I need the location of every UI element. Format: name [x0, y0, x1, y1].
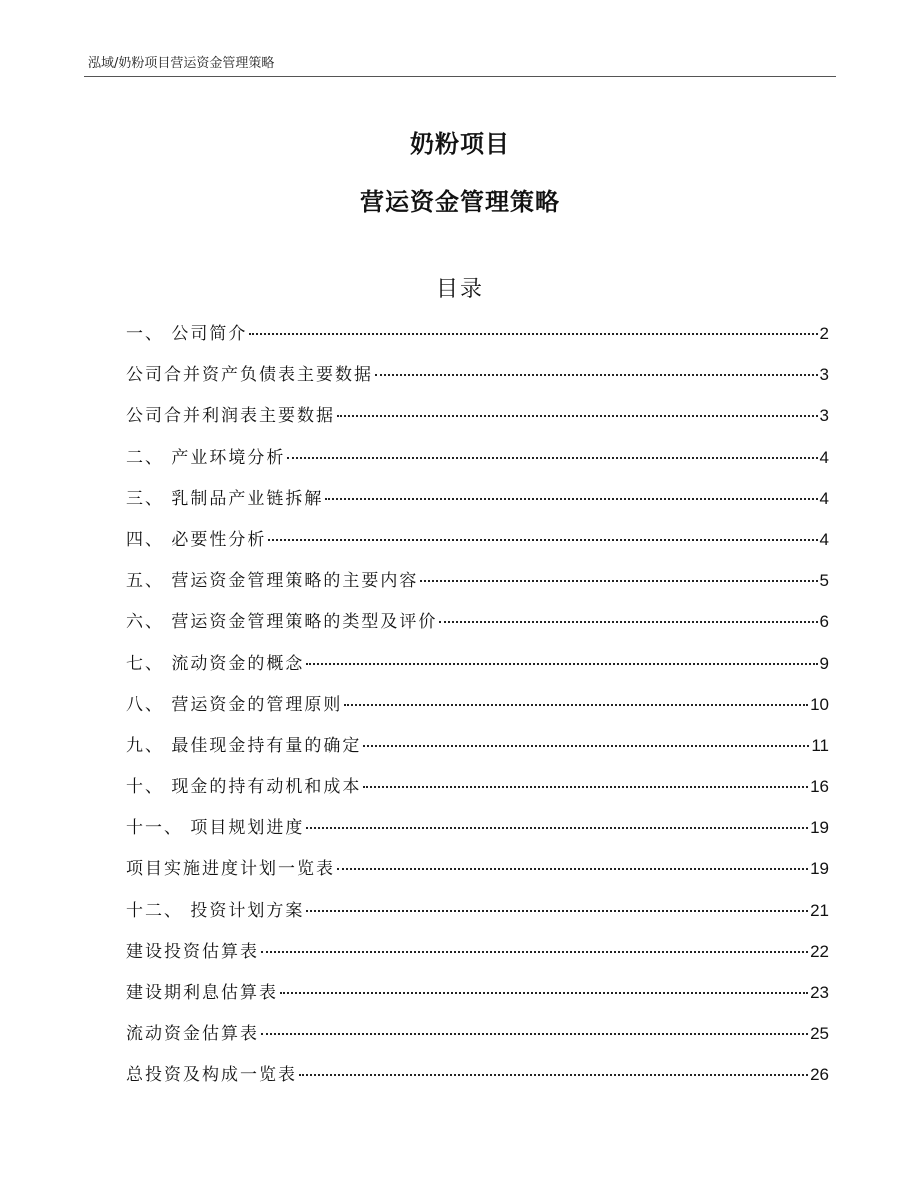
- toc-entry-page: 26: [810, 1065, 829, 1085]
- dot-leader: [306, 663, 817, 665]
- toc-entry[interactable]: [126, 401, 829, 442]
- toc-entry-label: 项目实施进度计划一览表: [126, 859, 335, 880]
- toc-entry[interactable]: [126, 443, 829, 484]
- dot-leader: [280, 992, 808, 994]
- toc-entry[interactable]: [126, 937, 829, 978]
- dot-leader: [261, 1033, 808, 1035]
- toc-entry[interactable]: [126, 1019, 829, 1060]
- toc-entry[interactable]: [126, 649, 829, 690]
- dot-leader: [363, 786, 808, 788]
- dot-leader: [337, 868, 808, 870]
- toc-entry-label: 二、 产业环境分析: [126, 447, 286, 468]
- toc-entry-page: 3: [819, 365, 829, 385]
- toc-entry[interactable]: [126, 813, 829, 854]
- toc-entry-label: 十、 现金的持有动机和成本: [126, 777, 362, 798]
- toc-entry-page: 19: [810, 859, 829, 879]
- toc-entry[interactable]: [126, 319, 829, 360]
- dot-leader: [287, 457, 817, 459]
- toc-entry-label: 总投资及构成一览表: [126, 1065, 297, 1086]
- toc-entry-page: 16: [810, 777, 829, 797]
- header-divider: [84, 76, 836, 77]
- toc-entry-page: 22: [810, 941, 829, 961]
- toc-entry[interactable]: [126, 772, 829, 813]
- toc-entry-page: 21: [810, 900, 829, 920]
- dot-leader: [337, 415, 818, 417]
- toc-entry-page: 6: [819, 612, 829, 632]
- toc-entry-page: 3: [819, 406, 829, 426]
- toc-entry-page: 4: [819, 488, 829, 508]
- toc-entry-page: 4: [819, 447, 829, 467]
- toc-entry-label: 五、 营运资金管理策略的主要内容: [126, 571, 419, 592]
- table-of-contents: [126, 319, 829, 1102]
- dot-leader: [439, 621, 817, 623]
- toc-entry-label: 六、 营运资金管理策略的类型及评价: [126, 612, 438, 633]
- dot-leader: [325, 498, 817, 500]
- toc-entry[interactable]: [126, 360, 829, 401]
- dot-leader: [306, 910, 808, 912]
- toc-entry[interactable]: [126, 854, 829, 895]
- dot-leader: [249, 333, 817, 335]
- toc-entry-page: 11: [811, 735, 829, 755]
- toc-entry-page: 10: [810, 694, 829, 714]
- toc-entry[interactable]: [126, 896, 829, 937]
- toc-entry-page: 5: [819, 571, 829, 591]
- toc-entry[interactable]: [126, 525, 829, 566]
- toc-entry-page: 2: [819, 324, 829, 343]
- dot-leader: [299, 1074, 808, 1076]
- toc-entry-label: 建设投资估算表: [126, 941, 259, 962]
- toc-entry-label: 公司合并资产负债表主要数据: [126, 365, 373, 386]
- document-title: 奶粉项目: [410, 130, 510, 158]
- toc-entry-page: 19: [810, 818, 829, 838]
- toc-entry[interactable]: [126, 484, 829, 525]
- dot-leader: [306, 827, 808, 829]
- toc-entry-label: 九、 最佳现金持有量的确定: [126, 735, 362, 756]
- toc-entry-page: 23: [810, 983, 829, 1002]
- toc-entry[interactable]: [126, 566, 829, 607]
- dot-leader: [363, 745, 809, 747]
- toc-entry-label: 建设期利息估算表: [126, 983, 278, 1003]
- dot-leader: [420, 580, 817, 582]
- toc-entry[interactable]: [126, 978, 829, 1019]
- toc-entry-label: 一、 公司简介: [126, 324, 248, 344]
- running-header: 泓域/奶粉项目营运资金管理策略: [88, 56, 275, 71]
- document-subtitle: 营运资金管理策略: [360, 188, 560, 216]
- dot-leader: [375, 374, 818, 376]
- dot-leader: [268, 539, 817, 541]
- dot-leader: [344, 704, 808, 706]
- toc-entry-label: 流动资金估算表: [126, 1024, 259, 1045]
- toc-entry-label: 三、 乳制品产业链拆解: [126, 488, 324, 509]
- toc-entry[interactable]: [126, 1060, 829, 1101]
- toc-entry-page: 25: [810, 1024, 829, 1044]
- toc-heading: 目录: [435, 277, 484, 302]
- toc-entry[interactable]: [126, 690, 829, 731]
- toc-entry-label: 七、 流动资金的概念: [126, 653, 305, 674]
- toc-entry-label: 十二、 投资计划方案: [126, 900, 305, 921]
- toc-entry-label: 十一、 项目规划进度: [126, 818, 305, 839]
- toc-entry-label: 八、 营运资金的管理原则: [126, 694, 343, 715]
- toc-entry[interactable]: [126, 731, 829, 772]
- toc-entry[interactable]: [126, 607, 829, 648]
- toc-entry-label: 四、 必要性分析: [126, 529, 267, 550]
- toc-entry-page: 9: [819, 653, 829, 673]
- toc-entry-label: 公司合并利润表主要数据: [126, 406, 335, 427]
- dot-leader: [261, 951, 808, 953]
- toc-entry-page: 4: [819, 529, 829, 549]
